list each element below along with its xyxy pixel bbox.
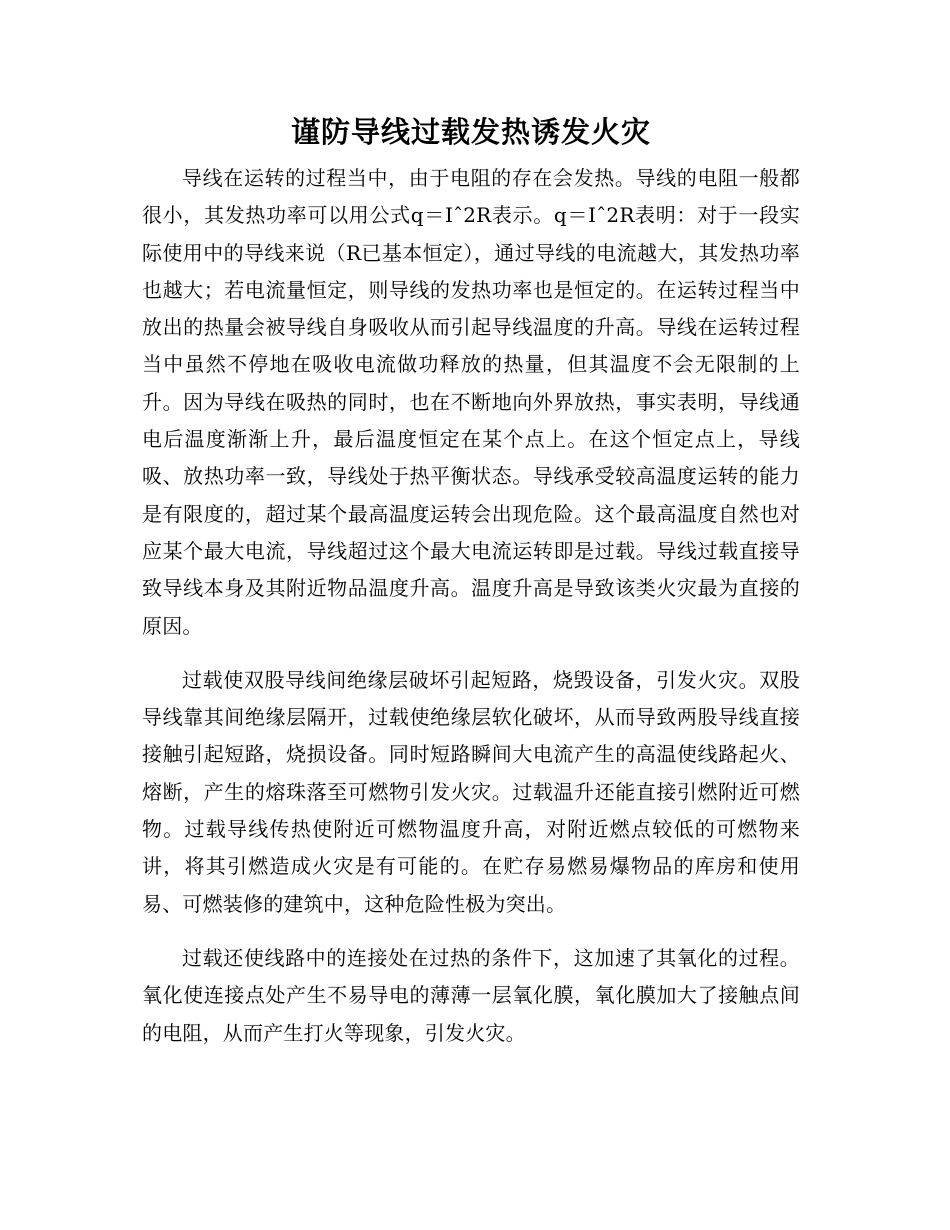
paragraph-heat-principle: 导线在运转的过程当中，由于电阻的存在会发热。导线的电阻一般都很小，其发热功率可以用公式q＝Iˆ2R表示。q＝Iˆ2R表明：对于一段实际使用中的导线来说（R已基本恒定），通过导线的电流越大，其发热功率也越大；若电流量恒定，则导线的发热功率也是恒定的。在运转过程当中放出的热量会被导线自身吸收从而引起导线温度的升高。导线在运转过程当中虽然不停地在吸收电流做功释放的热量，但其温度不会无限制的上升。因为导线在吸热的同时，也在不断地向外界放热，事实表明，导线通电后温度渐渐上升，最后温度恒定在某个点上。在这个恒定点上，导线吸、放热功率一致，导线处于热平衡状态。导线承受较高温度运转的能力是有限度的，超过某个最高温度运转会出现危险。这个最高温度自然也对应某个最大电流，导线超过这个最大电流运转即是过载。导线过载直接导致导线本身及其附近物品温度升高。温度升高是导致该类火灾最为直接的原因。 (142, 166, 800, 638)
paragraph-short-circuit: 过载使双股导线间绝缘层破坏引起短路，烧毁设备，引发火灾。双股导线靠其间绝缘层隔开，过载使绝缘层软化破坏，从而导致两股导线直接接触引起短路，烧损设备。同时短路瞬间大电流产生的高温使线路起火、熔断，产生的熔珠落至可燃物引发火灾。过载温升还能直接引燃附近可燃物。过载导线传热使附近可燃物温度升高，对附近燃点较低的可燃物来讲，将其引燃造成火灾是有可能的。在贮存易燃易爆物品的库房和使用易、可燃装修的建筑中，这种危险性极为突出。 (142, 667, 800, 916)
document-title: 谨防导线过载发热诱发火灾 (290, 115, 651, 149)
paragraph-oxidation: 过载还使线路中的连接处在过热的条件下，这加速了其氧化的过程。氧化使连接点处产生不易导电的薄薄一层氧化膜，氧化膜加大了接触点间的电阻，从而产生打火等现象，引发火灾。 (142, 945, 800, 1045)
